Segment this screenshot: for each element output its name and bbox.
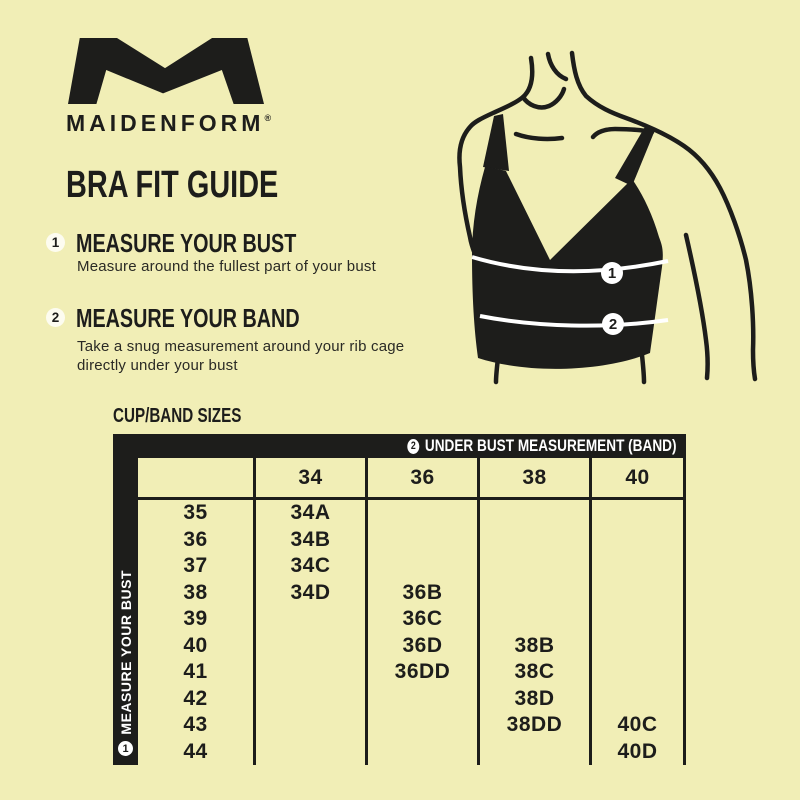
page-title: BRA FIT GUIDE <box>66 164 279 206</box>
cup-size-cell: 38D <box>477 686 589 713</box>
cup-size-cell <box>589 633 683 660</box>
cup-size-cell <box>253 606 365 633</box>
bust-size-cell: 36 <box>183 527 208 551</box>
cup-size-cell <box>253 686 365 713</box>
cup-size-cell: 34B <box>253 527 365 554</box>
band-line-badge-number: 2 <box>608 316 618 333</box>
m-glyph <box>68 38 264 104</box>
step-1-number-badge: 1 <box>46 233 65 252</box>
cup-size-cell <box>253 659 365 686</box>
cup-size-cell <box>253 712 365 739</box>
band-size-header-cell: 34 <box>253 458 365 500</box>
cup-size-cell: 36C <box>365 606 477 633</box>
cup-size-cell <box>477 500 589 527</box>
bust-line-badge-number: 1 <box>607 265 617 282</box>
cup-size-cell <box>365 712 477 739</box>
cup-size-cell: 36DD <box>365 659 477 686</box>
cup-size-cell <box>365 527 477 554</box>
bust-size-cell: 38 <box>183 580 208 604</box>
brand-wordmark <box>66 106 271 135</box>
cup-size-cell <box>365 686 477 713</box>
cup-size-cell <box>589 500 683 527</box>
cup-size-cell <box>589 659 683 686</box>
band-measurement-header-bar <box>113 434 686 458</box>
bust-measurement-side-bar <box>113 458 138 765</box>
band-header-text: UNDER BUST MEASUREMENT (BAND) <box>424 436 676 455</box>
cup-size-cell: 38DD <box>477 712 589 739</box>
bust-size-cell: 43 <box>183 713 208 737</box>
bust-size-cell: 39 <box>183 607 208 631</box>
side-header-text: MEASURE YOUR BUST <box>117 570 134 735</box>
grid-corner-cell <box>138 458 253 500</box>
cup-size-cell: 36D <box>365 633 477 660</box>
bra-shape <box>472 114 663 369</box>
side-header-badge: 1 <box>118 741 133 756</box>
band-size-header-cell: 40 <box>589 458 683 500</box>
bust-size-cell: 41 <box>183 660 208 684</box>
cup-size-cell <box>477 580 589 607</box>
cup-size-cell <box>589 553 683 580</box>
cup-size-cell: 34D <box>253 580 365 607</box>
cup-size-cell <box>589 580 683 607</box>
cup-size-cell: 38B <box>477 633 589 660</box>
cup-size-cell <box>477 606 589 633</box>
cup-size-cell <box>589 686 683 713</box>
cup-size-cell <box>365 553 477 580</box>
bust-size-cell: 42 <box>183 686 208 710</box>
cup-size-cell <box>253 739 365 766</box>
bust-size-cell: 44 <box>183 739 208 763</box>
size-grid <box>138 458 686 765</box>
step-2-number-badge: 2 <box>46 308 65 327</box>
cup-size-cell <box>365 739 477 766</box>
cup-size-cell: 34C <box>253 553 365 580</box>
bust-size-cell: 40 <box>183 633 208 657</box>
band-size-header-cell: 36 <box>365 458 477 500</box>
cup-size-cell: 40C <box>589 712 683 739</box>
brand-text: MAIDENFORM <box>66 110 265 136</box>
cup-size-cell: 40D <box>589 739 683 766</box>
cup-size-cell <box>589 606 683 633</box>
step-1-heading: MEASURE YOUR BUST <box>76 228 297 258</box>
cup-size-cell: 34A <box>253 500 365 527</box>
band-size-header-cell: 38 <box>477 458 589 500</box>
cup-size-cell <box>477 739 589 766</box>
cup-size-cell: 36B <box>365 580 477 607</box>
cup-size-cell <box>477 553 589 580</box>
bust-size-cell: 35 <box>183 501 208 525</box>
cup-size-cell <box>477 527 589 554</box>
step-2-heading: MEASURE YOUR BAND <box>76 303 300 333</box>
band-header-badge: 2 <box>407 439 419 454</box>
size-chart-label: CUP/BAND SIZES <box>113 405 242 427</box>
registered-mark: ® <box>264 113 272 123</box>
maidenform-m-logo <box>68 38 264 104</box>
step-1-description: Measure around the fullest part of your bust <box>77 258 376 275</box>
step-2-description: Take a snug measurement around your rib cage directly under your bust <box>77 338 405 374</box>
size-chart-table <box>113 434 686 765</box>
cup-size-cell <box>253 633 365 660</box>
cup-size-cell <box>365 500 477 527</box>
bra-measurement-illustration <box>446 45 776 390</box>
cup-size-cell <box>589 527 683 554</box>
bust-size-cell: 37 <box>183 554 208 578</box>
cup-size-cell: 38C <box>477 659 589 686</box>
